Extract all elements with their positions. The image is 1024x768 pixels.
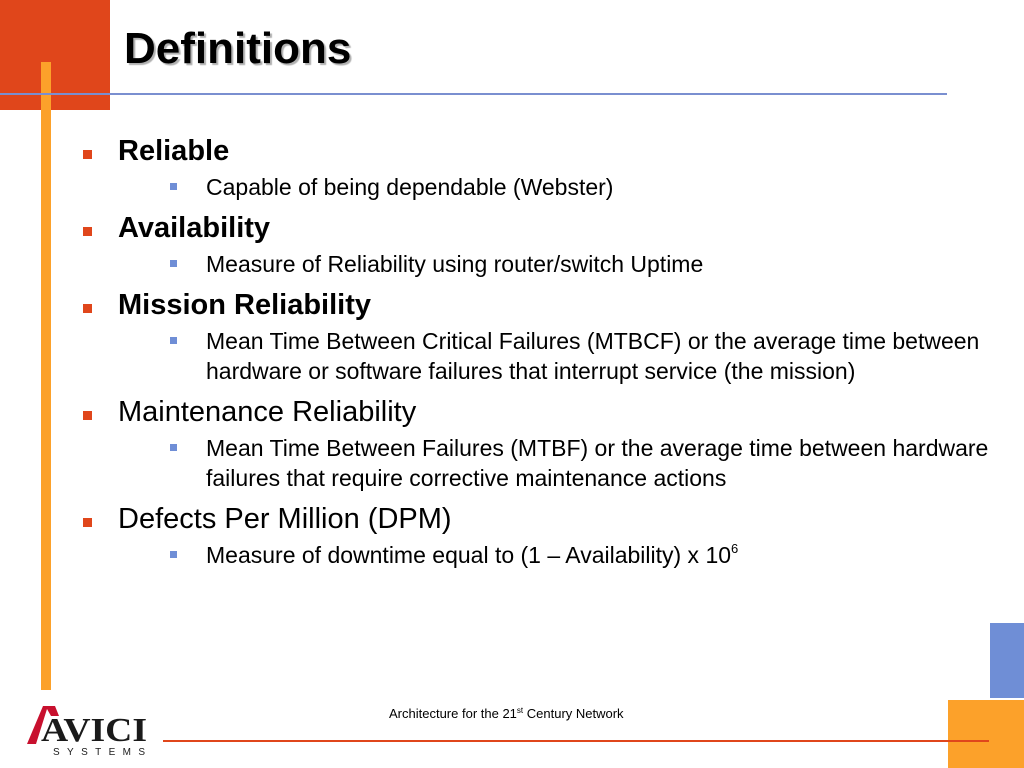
sub-bullet-square-icon [170,337,177,344]
sub-item [118,249,980,279]
exponent: 6 [731,541,739,556]
slide-title: Definitions [124,24,352,73]
logo-wordmark: AVICI [41,712,147,749]
item-label: Defects Per Million (DPM) [118,503,452,535]
item-label: Reliable [118,135,230,167]
footer-superscript: st [516,706,524,715]
sub-bullet-square-icon [170,183,177,190]
sub-item-text-main: Measure of downtime equal to (1 – Availability) x 10 [206,542,732,568]
item-label: Availability [118,212,271,244]
logo-tagline: SYSTEMS [53,747,145,758]
item-label: Mission Reliability [118,289,371,321]
sub-item [118,540,980,570]
title-underline [0,93,947,95]
list-item-mission-reliability [80,288,980,386]
bullet-square-icon [83,518,92,527]
bullet-square-icon [83,227,92,236]
sub-bullet-square-icon [170,551,177,558]
footer-caption [389,706,624,721]
list-item-maintenance-reliability [80,395,989,493]
sub-item-text: Mean Time Between Critical Failures (MTBCF) or the average time between hardware or software failures that interrupt service (the mission) [206,328,980,384]
avici-logo [25,700,150,758]
bullet-square-icon [83,304,92,313]
sub-bullet-square-icon [170,260,177,267]
sub-bullet-square-icon [170,444,177,451]
orange-corner-block [948,700,1024,768]
sub-item-text [206,540,1024,570]
item-label: Maintenance Reliability [118,396,417,428]
list-item-dpm [80,502,980,570]
blue-corner-block [990,623,1024,698]
footer-text-after: Century Network [523,706,624,721]
sub-item-text: Mean Time Between Failures (MTBF) or the average time between hardware failures that require corrective maintenance actions [206,435,989,491]
footer-rule [163,740,989,742]
list-item-availability [80,211,980,279]
sub-item-text: Measure of Reliability using router/switch Uptime [206,251,704,277]
sub-item [118,433,989,493]
sub-item-text: Capable of being dependable (Webster) [206,174,614,200]
left-accent-bar [41,62,51,690]
sub-item [118,326,980,386]
sub-item [118,172,980,202]
footer-text-before: Architecture for the 21 [389,706,517,721]
bullet-list [80,128,989,570]
list-item-reliable [80,134,980,202]
bullet-square-icon [83,150,92,159]
bullet-square-icon [83,411,92,420]
